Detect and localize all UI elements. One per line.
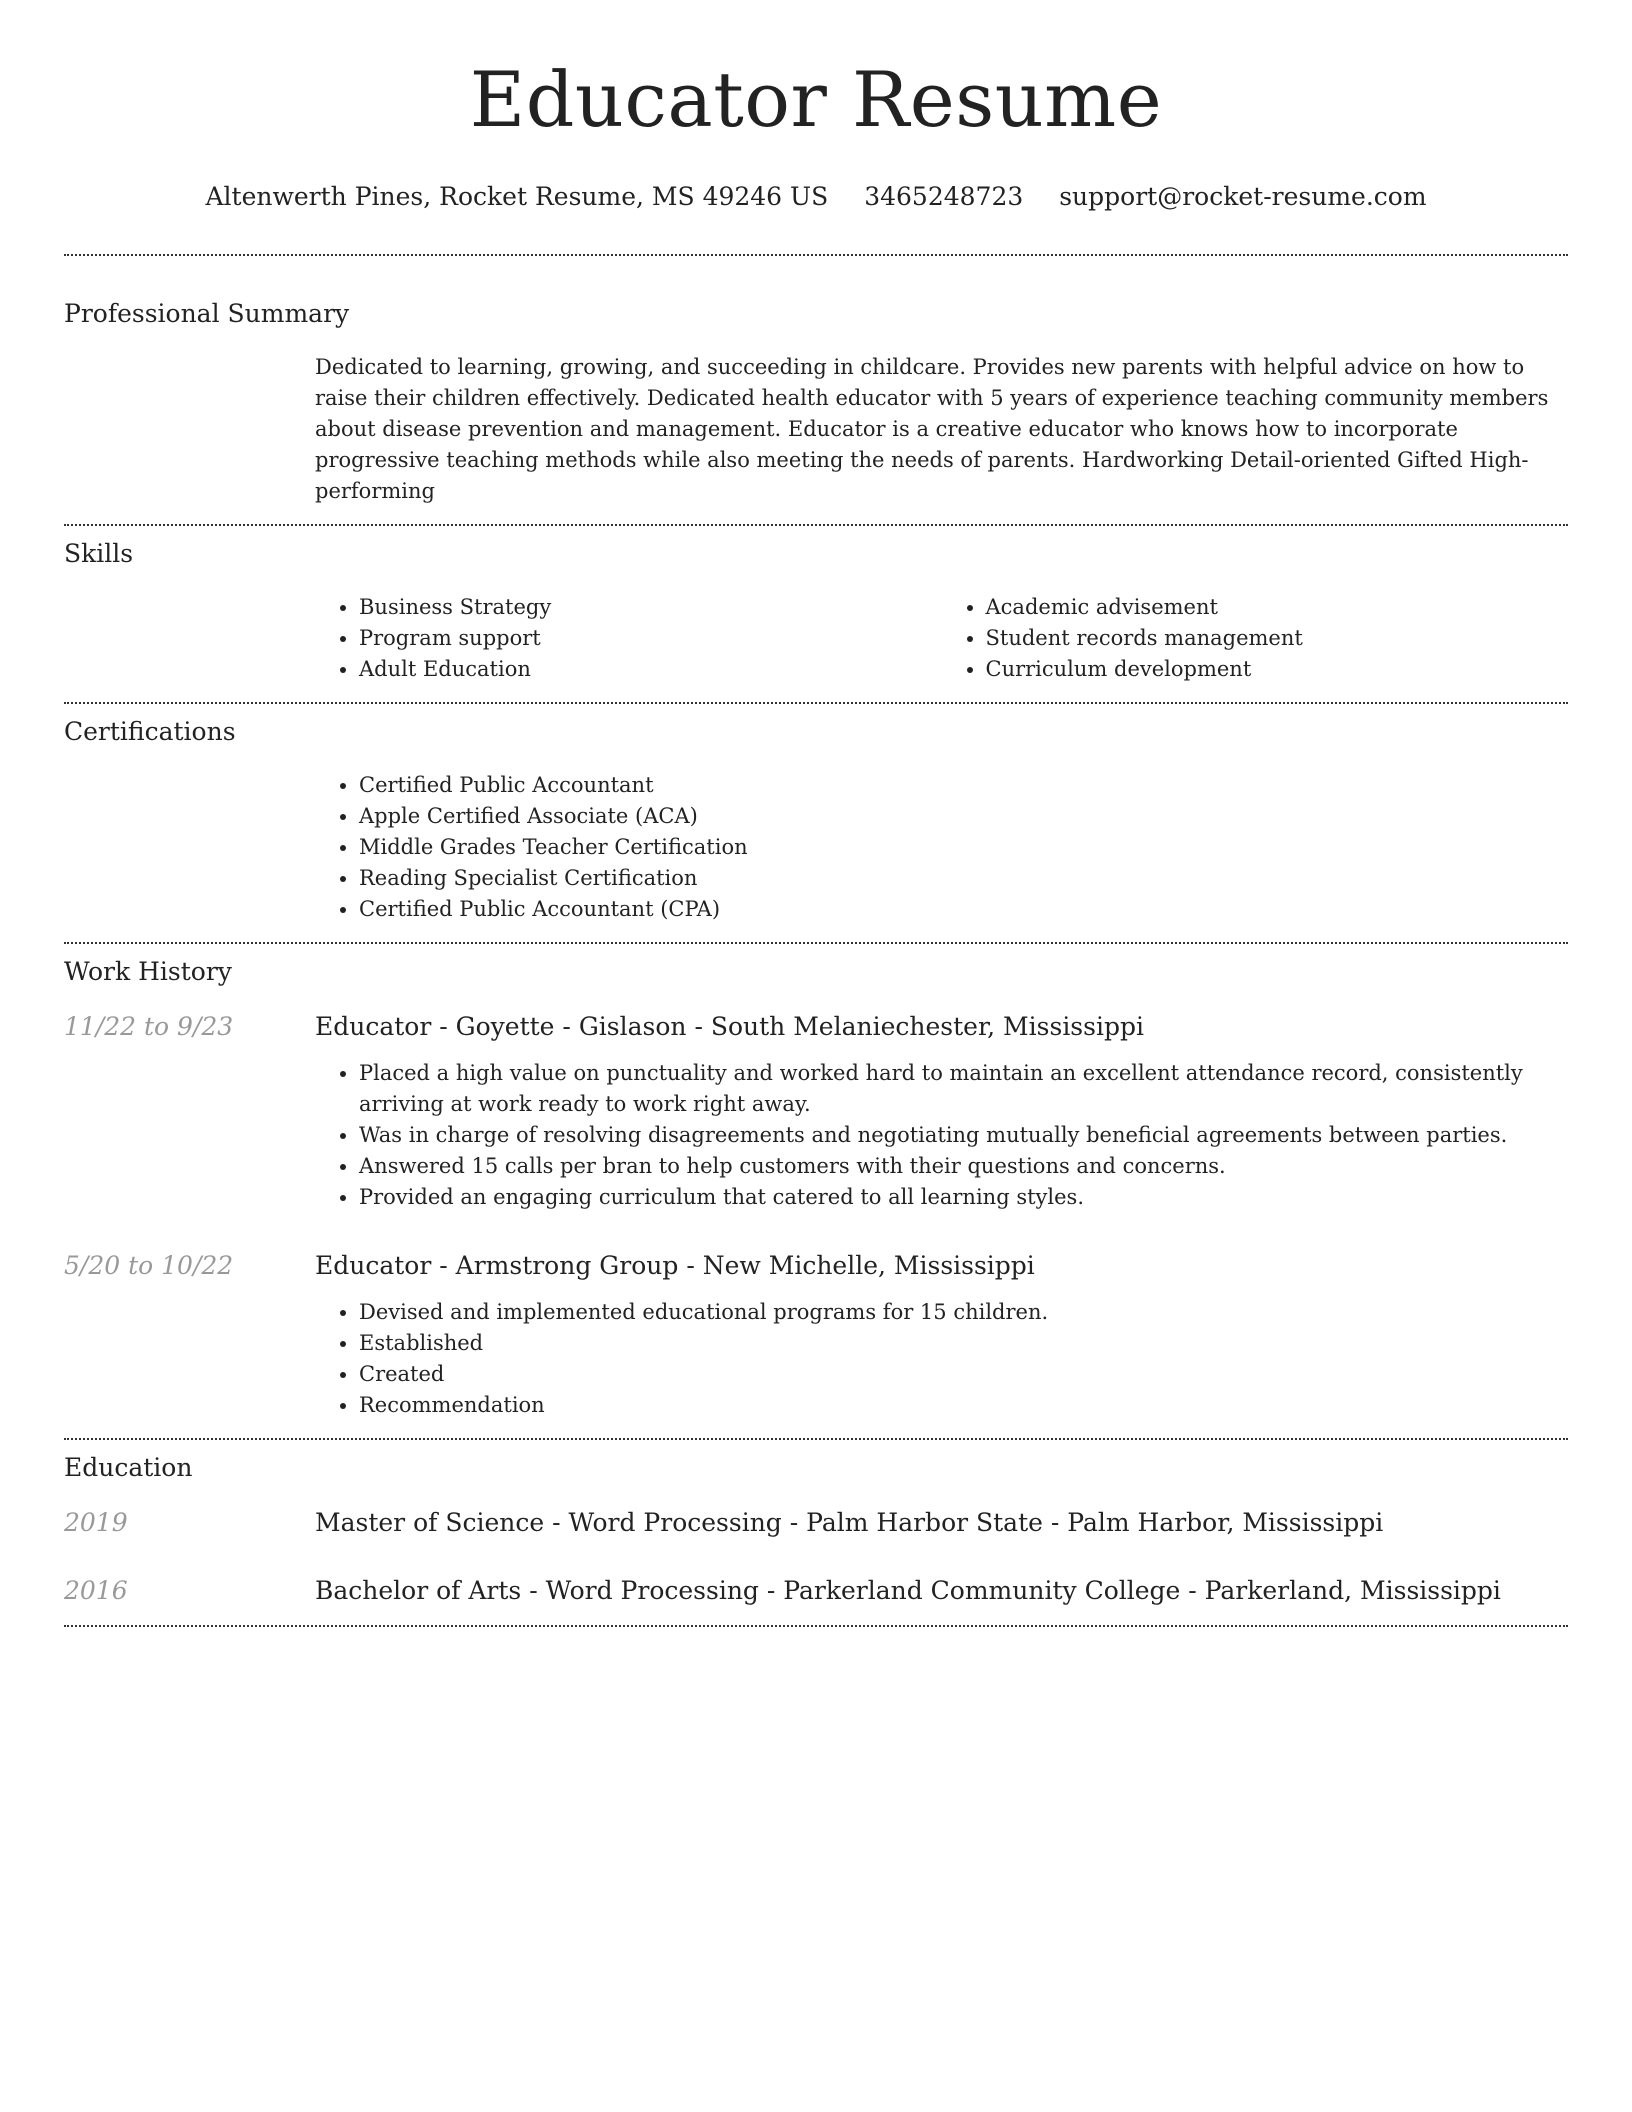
education-section: [64, 1440, 1568, 1608]
certification-item: • Certified Public Accountant (CPA): [359, 894, 1568, 925]
section-heading-work-history: Work History: [64, 957, 232, 986]
job-bullet: • Recommendation: [359, 1390, 1568, 1421]
section-heading-skills: Skills: [64, 539, 134, 568]
job-entry: [64, 1010, 1568, 1213]
education-year: 2016: [64, 1576, 128, 1605]
section-heading-education: Education: [64, 1453, 193, 1482]
contact-line: [64, 180, 1568, 214]
education-year: 2019: [64, 1508, 128, 1537]
contact-address: Altenwerth Pines, Rocket Resume, MS 49246 US: [205, 182, 829, 211]
divider: [64, 1625, 1568, 1627]
certification-item: • Reading Specialist Certification: [359, 863, 1568, 894]
education-degree: Bachelor of Arts - Word Processing: [315, 1576, 759, 1605]
job-bullet: • Answered 15 calls per bran to help customers with their questions and concerns.: [359, 1151, 1568, 1182]
job-dates: 5/20 to 10/22: [64, 1251, 234, 1280]
education-line: [315, 1506, 1568, 1540]
summary-section: [64, 256, 1568, 507]
contact-phone: 3465248723: [864, 182, 1024, 211]
certifications-section: [64, 704, 1568, 925]
skill-item: • Curriculum development: [986, 654, 1569, 685]
skill-item: • Business Strategy: [359, 592, 942, 623]
certification-item: • Apple Certified Associate (ACA): [359, 801, 1568, 832]
certifications-list: [315, 770, 1568, 925]
job-bullet: • Created: [359, 1359, 1568, 1390]
education-school: - Palm Harbor State - Palm Harbor, Mississippi: [781, 1508, 1384, 1537]
job-title: Educator - Armstrong Group - New Michelle, Mississippi: [315, 1251, 1035, 1280]
education-entry: [64, 1574, 1568, 1608]
job-title: Educator - Goyette - Gislason - South Melaniechester, Mississippi: [315, 1012, 1144, 1041]
job-entry: [64, 1249, 1568, 1421]
education-school: - Parkerland Community College - Parkerland, Mississippi: [758, 1576, 1501, 1605]
education-degree: Master of Science - Word Processing: [315, 1508, 782, 1537]
certification-item: • Certified Public Accountant: [359, 770, 1568, 801]
skill-item: • Student records management: [986, 623, 1569, 654]
skills-list-right: [942, 592, 1569, 685]
job-bullets: [315, 1058, 1568, 1213]
job-bullet: • Devised and implemented educational programs for 15 children.: [359, 1297, 1568, 1328]
education-entry: [64, 1506, 1568, 1540]
skill-item: • Program support: [359, 623, 942, 654]
work-history-section: [64, 944, 1568, 1421]
contact-email: support@rocket-resume.com: [1059, 182, 1427, 211]
section-heading-summary: Professional Summary: [64, 299, 350, 328]
resume-page: [64, 0, 1568, 1627]
certification-item: • Middle Grades Teacher Certification: [359, 832, 1568, 863]
skill-item: • Adult Education: [359, 654, 942, 685]
job-bullet: • Established: [359, 1328, 1568, 1359]
job-bullet: • Provided an engaging curriculum that catered to all learning styles.: [359, 1182, 1568, 1213]
job-bullets: [315, 1297, 1568, 1421]
skills-section: [64, 526, 1568, 685]
skills-list-left: [315, 592, 942, 685]
job-bullet: • Placed a high value on punctuality and worked hard to maintain an excellent attendance record, consistently arriving at work ready to work right away.: [359, 1058, 1568, 1120]
education-line: [315, 1574, 1568, 1608]
section-heading-certifications: Certifications: [64, 717, 236, 746]
skill-item: • Academic advisement: [986, 592, 1569, 623]
job-dates: 11/22 to 9/23: [64, 1012, 234, 1041]
job-bullet: • Was in charge of resolving disagreements and negotiating mutually beneficial agreements between parties.: [359, 1120, 1568, 1151]
summary-text: Dedicated to learning, growing, and succeeding in childcare. Provides new parents with helpful advice on how to raise their children effectively. Dedicated health educator with 5 years of experience teaching community members about disease prevention and management. Educator is a creative educator who knows how to incorporate progressive teaching methods while also meeting the needs of parents. Hardworking Detail-oriented Gifted High-performing: [315, 355, 1549, 503]
resume-title: Educator Resume: [469, 55, 1163, 144]
